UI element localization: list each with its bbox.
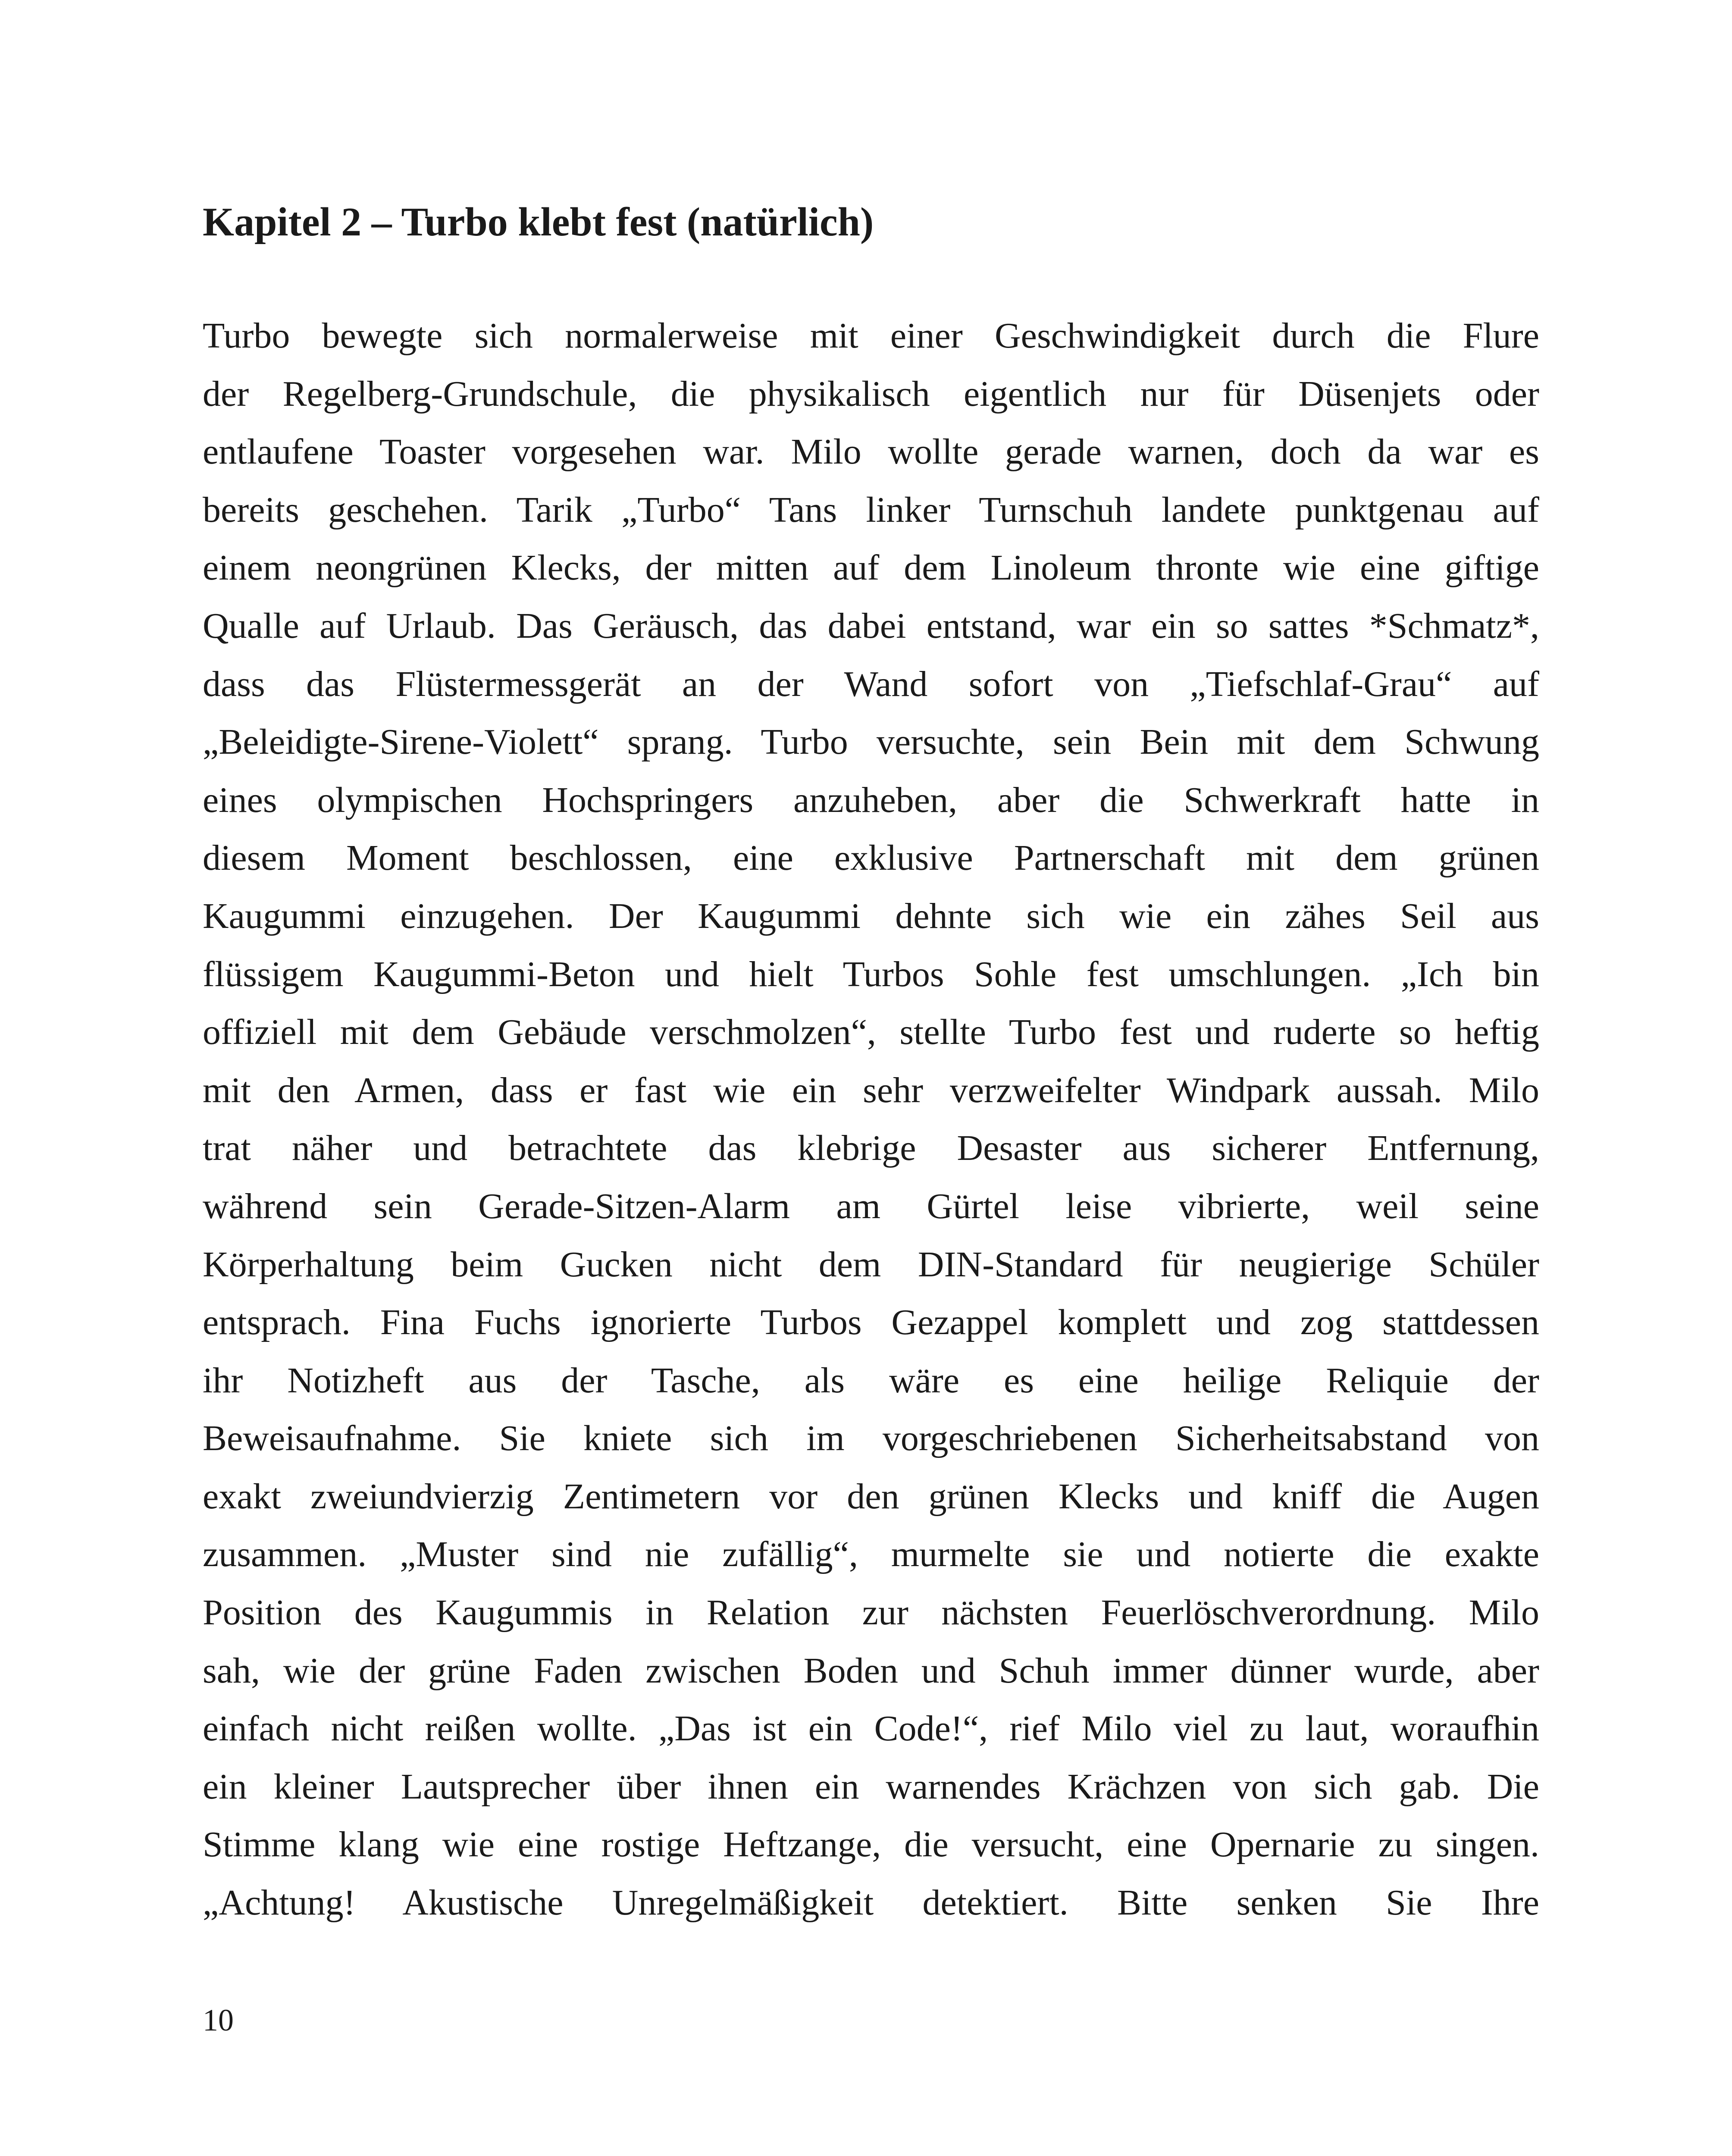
page-number: 10 bbox=[203, 2003, 234, 2037]
text-line: bereits geschehen. Tarik „Turbo“ Tans linker Turnschuh landete punktgenau auf bbox=[203, 489, 1539, 530]
text-line: der Regelberg-Grundschule, die physikalisch eigentlich nur für Düsenjets oder bbox=[203, 373, 1539, 414]
text-line: entsprach. Fina Fuchs ignorierte Turbos Gezappel komplett und zog stattdessen bbox=[203, 1302, 1539, 1343]
text-line: trat näher und betrachtete das klebrige Desaster aus sicherer Entfernung, bbox=[203, 1128, 1539, 1169]
text-line: Turbo bewegte sich normalerweise mit einer Geschwindigkeit durch die Flure bbox=[203, 316, 1539, 356]
text-line: „Achtung! Akustische Unregelmäßigkeit detektiert. Bitte senken Sie Ihre bbox=[203, 1883, 1539, 1923]
text-line: Qualle auf Urlaub. Das Geräusch, das dabei entstand, war ein so sattes *Schmatz*, bbox=[203, 605, 1539, 646]
text-line: sah, wie der grüne Faden zwischen Boden und Schuh immer dünner wurde, aber bbox=[203, 1650, 1539, 1691]
text-line: ihr Notizheft aus der Tasche, als wäre es eine heilige Reliquie der bbox=[203, 1360, 1539, 1401]
text-line: exakt zweiundvierzig Zentimetern vor den grünen Klecks und kniff die Augen bbox=[203, 1476, 1539, 1517]
text-line: Beweisaufnahme. Sie kniete sich im vorgeschriebenen Sicherheitsabstand von bbox=[203, 1418, 1539, 1459]
body-text bbox=[203, 307, 1539, 1932]
text-line: einfach nicht reißen wollte. „Das ist ein Code!“, rief Milo viel zu laut, woraufhin bbox=[203, 1708, 1539, 1749]
text-line: dass das Flüstermessgerät an der Wand sofort von „Tiefschlaf-Grau“ auf bbox=[203, 664, 1539, 704]
text-line: mit den Armen, dass er fast wie ein sehr verzweifelter Windpark aussah. Milo bbox=[203, 1070, 1539, 1110]
text-line: offiziell mit dem Gebäude verschmolzen“, stellte Turbo fest und ruderte so heftig bbox=[203, 1012, 1539, 1053]
text-line: ein kleiner Lautsprecher über ihnen ein warnendes Krächzen von sich gab. Die bbox=[203, 1766, 1539, 1807]
text-line: Stimme klang wie eine rostige Heftzange, die versucht, eine Opernarie zu singen. bbox=[203, 1824, 1539, 1865]
chapter-title: Kapitel 2 – Turbo klebt fest (natürlich) bbox=[203, 200, 874, 244]
text-line: Körperhaltung beim Gucken nicht dem DIN-Standard für neugierige Schüler bbox=[203, 1244, 1539, 1285]
text-line: Position des Kaugummis in Relation zur nächsten Feuerlöschverordnung. Milo bbox=[203, 1592, 1539, 1633]
text-line: flüssigem Kaugummi-Beton und hielt Turbos Sohle fest umschlungen. „Ich bin bbox=[203, 954, 1539, 994]
text-line: eines olympischen Hochspringers anzuheben, aber die Schwerkraft hatte in bbox=[203, 780, 1539, 820]
text-line: während sein Gerade-Sitzen-Alarm am Gürtel leise vibrierte, weil seine bbox=[203, 1186, 1539, 1226]
text-line: „Beleidigte-Sirene-Violett“ sprang. Turbo versuchte, sein Bein mit dem Schwung bbox=[203, 722, 1539, 762]
text-line: einem neongrünen Klecks, der mitten auf dem Linoleum thronte wie eine giftige bbox=[203, 548, 1539, 588]
text-line: diesem Moment beschlossen, eine exklusive Partnerschaft mit dem grünen bbox=[203, 838, 1539, 878]
text-line: Kaugummi einzugehen. Der Kaugummi dehnte sich wie ein zähes Seil aus bbox=[203, 896, 1539, 936]
text-line: zusammen. „Muster sind nie zufällig“, murmelte sie und notierte die exakte bbox=[203, 1534, 1539, 1575]
text-line: entlaufene Toaster vorgesehen war. Milo wollte gerade warnen, doch da war es bbox=[203, 432, 1539, 472]
